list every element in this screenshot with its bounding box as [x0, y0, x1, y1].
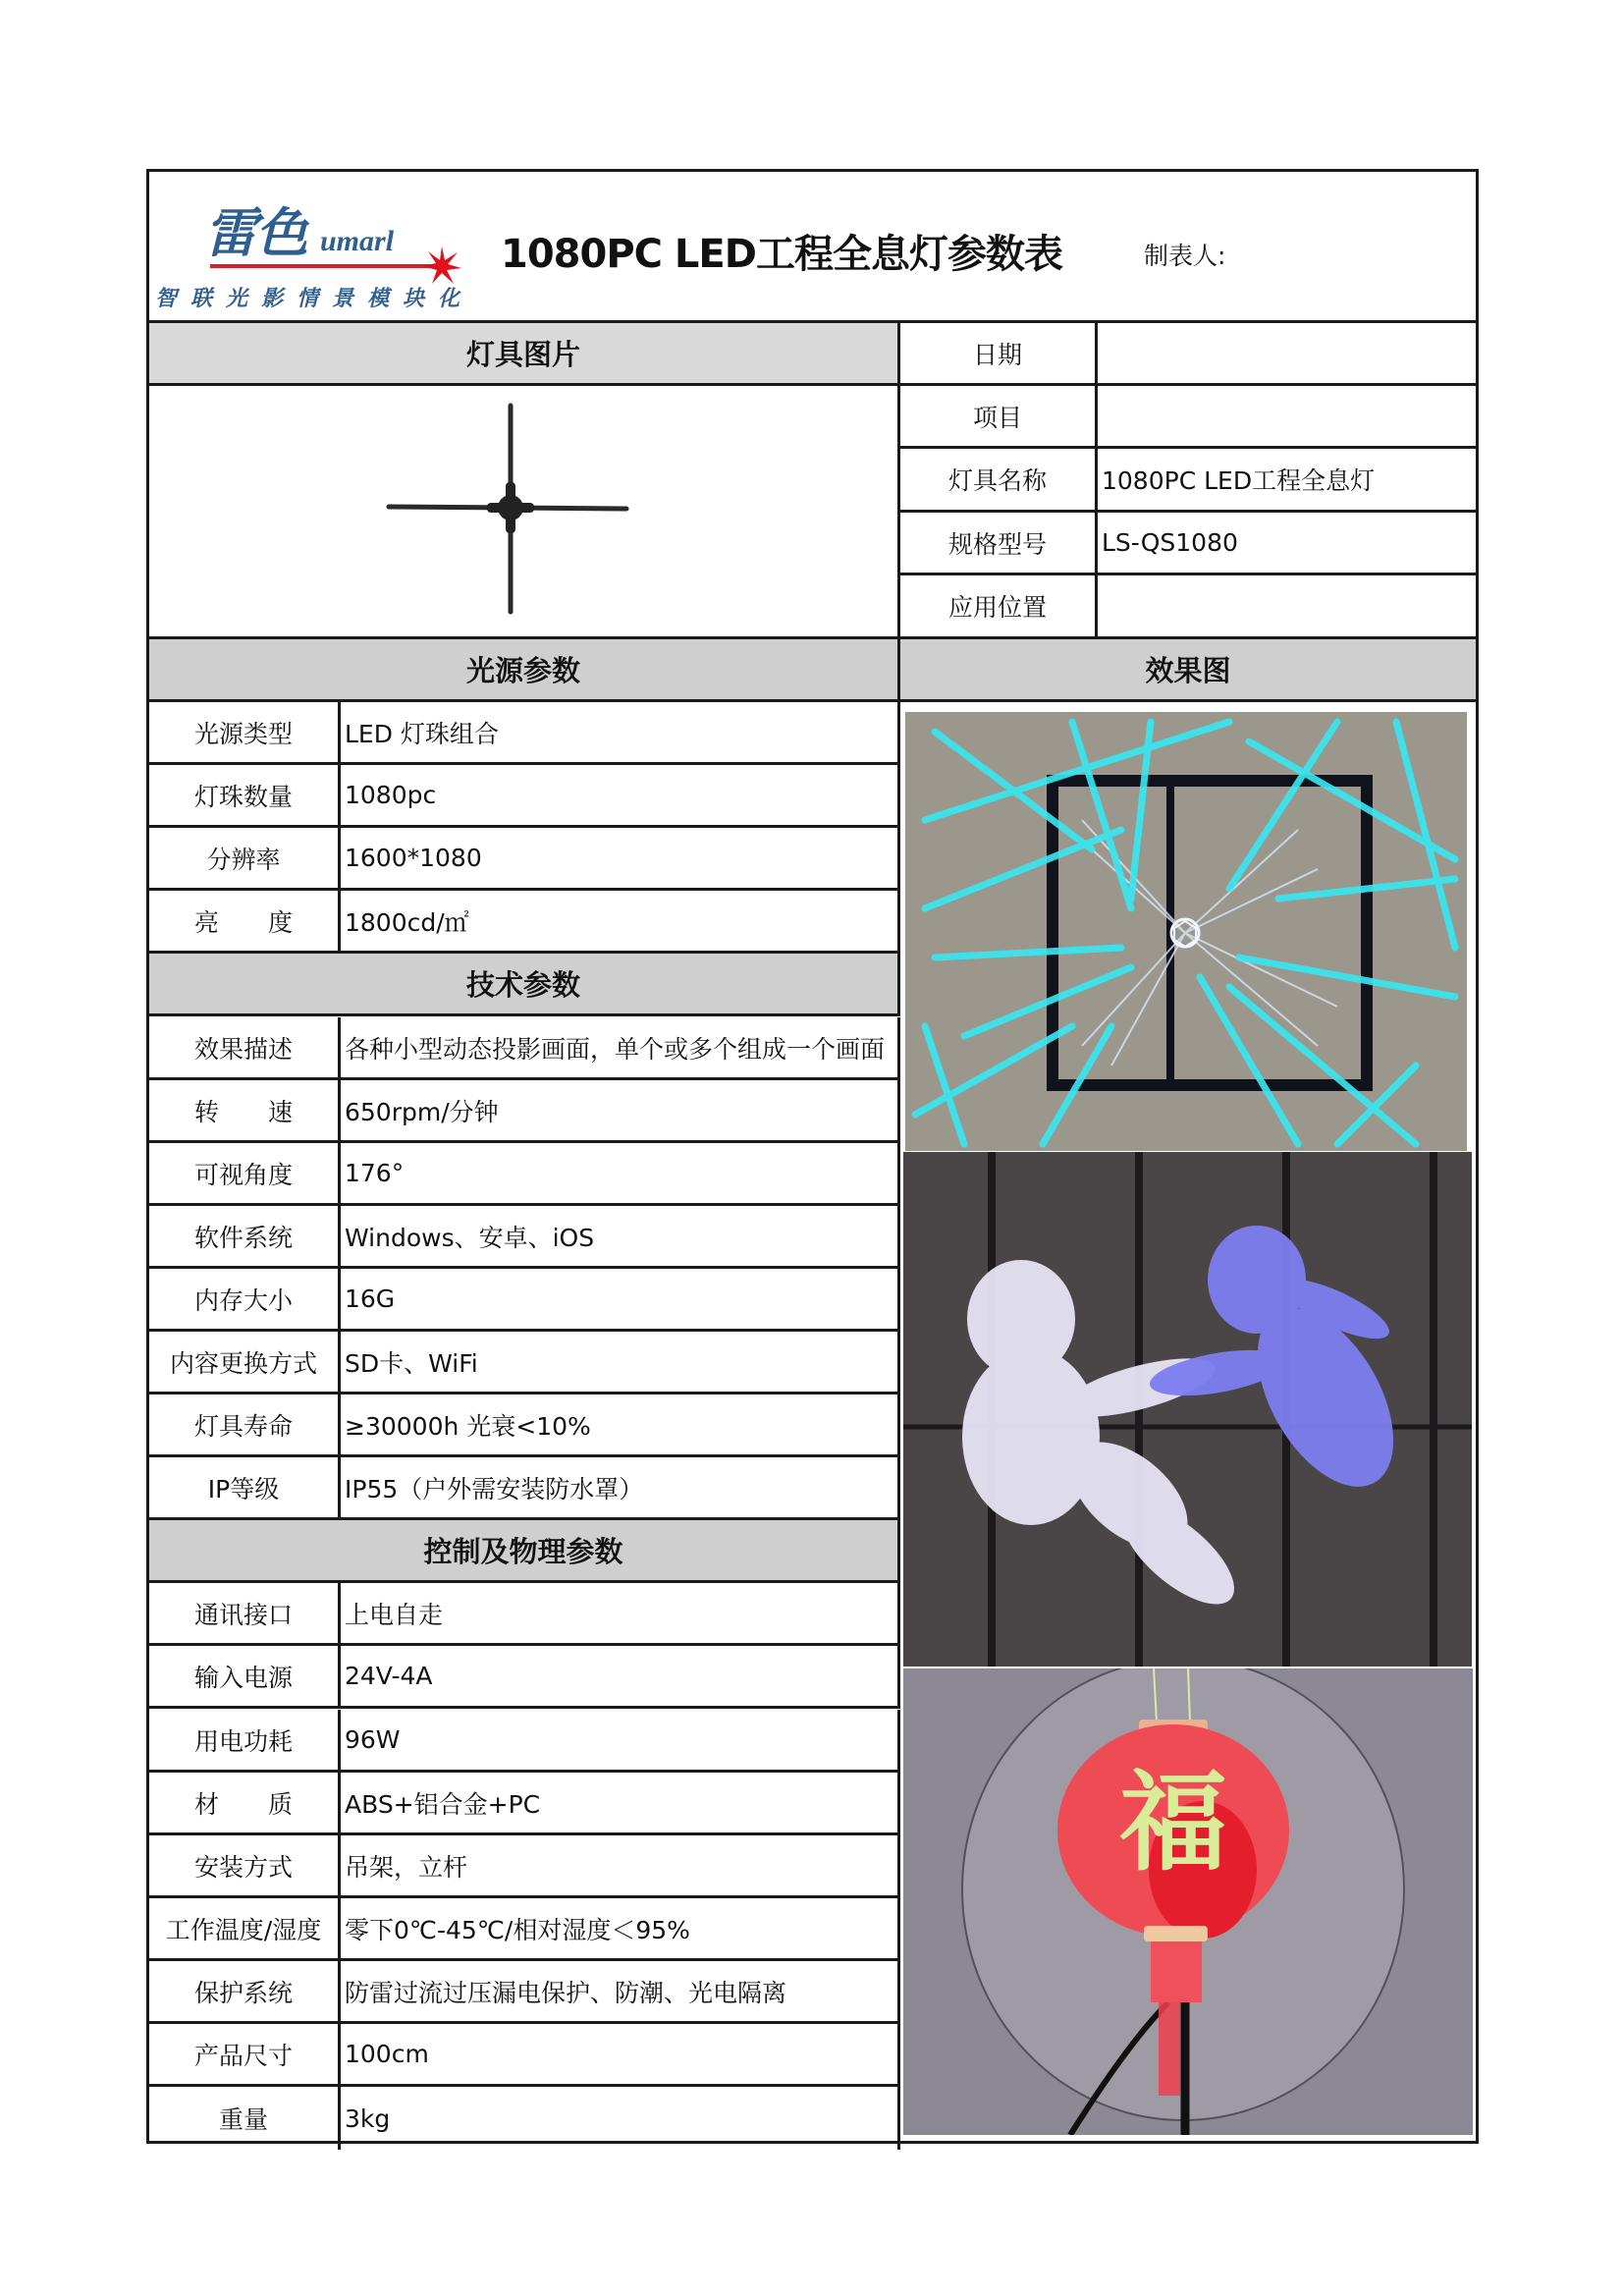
company-logo — [155, 186, 479, 313]
param-value — [341, 1773, 900, 1835]
hologram-fan-icon — [385, 402, 630, 616]
param-label-text: 亮 度 — [193, 907, 293, 937]
section-header-control-physical-text: 控制及物理参数 — [423, 1535, 623, 1568]
section-header-control-physical — [149, 1520, 900, 1583]
param-label-text: 保护系统 — [193, 1978, 293, 2007]
param-value — [341, 828, 900, 891]
section-header-technical — [149, 954, 900, 1016]
sheet-header — [149, 172, 1476, 323]
param-label — [149, 1080, 341, 1143]
param-value — [341, 1710, 900, 1773]
param-label — [149, 1646, 341, 1709]
param-label-text: 内存大小 — [193, 1285, 293, 1315]
section-header-light-source: 光源参数 — [149, 639, 900, 702]
param-value — [341, 1080, 900, 1143]
param-value-text: ABS+铝合金+PC — [345, 1789, 541, 1819]
info-value-date[interactable] — [1098, 323, 1476, 386]
info-value-project[interactable] — [1098, 386, 1476, 449]
info-label-date: 日期 — [900, 323, 1098, 386]
param-value — [341, 1835, 900, 1898]
param-value — [341, 765, 900, 828]
param-label-text: 灯珠数量 — [193, 782, 293, 811]
param-label-text: 分辨率 — [206, 845, 281, 874]
param-value — [341, 1269, 900, 1332]
param-value-text: 吊架，立杆 — [345, 1852, 468, 1882]
section-title: 灯具图片 — [465, 338, 580, 371]
info-label-fixture-name: 灯具名称 — [900, 449, 1098, 513]
param-value-text: 176° — [345, 1159, 405, 1187]
param-label — [149, 1773, 341, 1835]
param-label — [149, 765, 341, 828]
logo-english-text: umarl — [320, 225, 395, 257]
param-label-text: 用电功耗 — [193, 1726, 293, 1756]
info-label-location: 应用位置 — [900, 575, 1098, 639]
param-value-text: 650rpm/分钟 — [345, 1097, 499, 1126]
param-label — [149, 1017, 341, 1080]
param-value — [341, 1143, 900, 1206]
param-value-text: 防雷过流过压漏电保护、防潮、光电隔离 — [345, 1978, 787, 2007]
param-value-text: LED 灯珠组合 — [345, 719, 499, 748]
info-label-project: 项目 — [900, 386, 1098, 449]
param-label — [149, 891, 341, 954]
param-label — [149, 1332, 341, 1394]
param-label-text: 转 速 — [193, 1097, 293, 1126]
param-value-text: 各种小型动态投影画面，单个或多个组成一个画面 — [345, 1034, 886, 1064]
param-value-text: Windows、安卓、iOS — [345, 1223, 595, 1252]
param-label-text: 可视角度 — [193, 1160, 293, 1189]
param-label-text: 光源类型 — [193, 719, 293, 748]
param-value-text: 96W — [345, 1725, 401, 1754]
info-label-model: 规格型号 — [900, 513, 1098, 575]
param-label — [149, 1898, 341, 1961]
param-label-text: 灯具寿命 — [193, 1411, 293, 1441]
param-label-text: IP等级 — [207, 1474, 280, 1503]
logo-chinese-text: 雷色 — [204, 201, 306, 264]
param-label-text: 内容更换方式 — [169, 1348, 317, 1378]
param-value-text: IP55（户外需安装防水罩） — [345, 1474, 644, 1503]
param-value — [341, 1017, 900, 1080]
param-value-text: 100cm — [345, 2040, 429, 2068]
param-value — [341, 1206, 900, 1269]
param-value-text: 24V-4A — [345, 1662, 433, 1690]
param-label — [149, 1457, 341, 1520]
param-value — [341, 1898, 900, 1961]
param-value-text: ≥30000h 光衰<10% — [345, 1411, 591, 1441]
param-label — [149, 1269, 341, 1332]
param-value — [341, 702, 900, 765]
param-value-text: 上电自走 — [345, 1600, 444, 1629]
param-label — [149, 1394, 341, 1457]
product-photo-cell — [149, 386, 900, 639]
cyan-laser-tunnel-hologram-photo — [905, 712, 1467, 1151]
param-value — [341, 891, 900, 954]
param-label — [149, 1835, 341, 1898]
param-label — [149, 702, 341, 765]
info-value-fixture-name: 1080PC LED工程全息灯 — [1098, 449, 1476, 513]
param-label-text: 通讯接口 — [193, 1600, 293, 1629]
info-value-model: LS-QS1080 — [1098, 513, 1476, 575]
param-value — [341, 2024, 900, 2087]
svg-text:福: 福 — [1119, 1759, 1227, 1886]
section-header-technical-text: 技术参数 — [465, 968, 580, 1002]
laser-burst-icon — [422, 246, 461, 286]
param-value-text: 1800cd/㎡ — [345, 907, 469, 937]
section-header-effects: 效果图 — [900, 639, 1476, 702]
param-value — [341, 1583, 900, 1646]
param-label-text: 工作温度/湿度 — [165, 1915, 322, 1944]
param-value — [341, 1961, 900, 2024]
red-lantern-fu-hologram-photo — [903, 1668, 1473, 2135]
param-label — [149, 1143, 341, 1206]
param-label-text: 材 质 — [193, 1789, 293, 1819]
logo-slogan: 智联光影情景模块化 — [155, 286, 474, 311]
param-label-text: 产品尺寸 — [193, 2041, 293, 2070]
param-label — [149, 1583, 341, 1646]
param-label — [149, 1206, 341, 1269]
param-value-text: 1600*1080 — [345, 844, 482, 872]
page-title: 1080PC LED工程全息灯参数表 — [501, 232, 1062, 277]
param-label-text: 安装方式 — [193, 1852, 293, 1882]
param-value — [341, 1332, 900, 1394]
param-value-text: SD卡、WiFi — [345, 1348, 478, 1378]
logo-red-laser-line — [210, 264, 436, 268]
param-value-text: 3kg — [345, 2104, 391, 2133]
param-value — [341, 1646, 900, 1709]
param-value-text: 零下0℃-45℃/相对湿度＜95% — [345, 1915, 690, 1944]
param-label — [149, 828, 341, 891]
param-label — [149, 2024, 341, 2087]
param-label — [149, 2087, 341, 2150]
param-label — [149, 1961, 341, 2024]
param-value — [341, 2087, 900, 2150]
param-label — [149, 1710, 341, 1773]
info-value-location[interactable] — [1098, 575, 1476, 639]
param-label-text: 效果描述 — [193, 1034, 293, 1064]
section-header-product-photo — [149, 323, 900, 386]
param-label-text: 重量 — [218, 2105, 268, 2134]
param-value — [341, 1457, 900, 1520]
param-value-text: 16G — [345, 1285, 396, 1313]
param-value-text: 1080pc — [345, 781, 437, 809]
param-label-text: 软件系统 — [193, 1223, 293, 1252]
maker-label: 制表人: — [1144, 242, 1226, 270]
spec-sheet-table — [146, 169, 1479, 2144]
astronauts-hologram-photo — [903, 1152, 1472, 1667]
param-label-text: 输入电源 — [193, 1663, 293, 1692]
param-value — [341, 1394, 900, 1457]
